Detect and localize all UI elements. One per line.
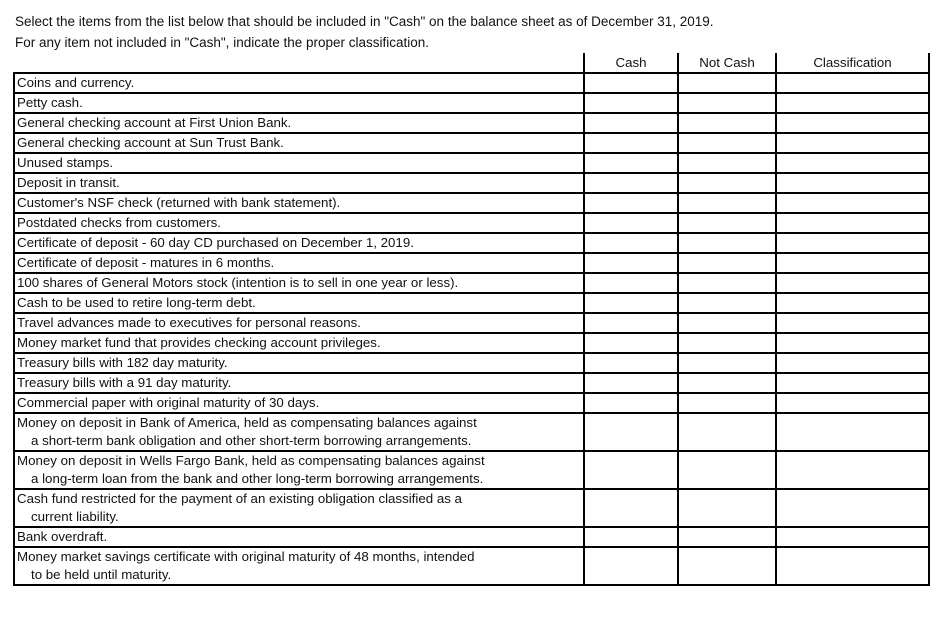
item-description	[14, 153, 584, 173]
cash-cell[interactable]	[584, 73, 678, 93]
table-row	[14, 353, 929, 373]
table-row	[14, 547, 929, 585]
item-description	[14, 393, 584, 413]
item-line-1: Money on deposit in Wells Fargo Bank, held as compensating balances against	[17, 453, 485, 468]
item-line-1: Bank overdraft.	[17, 529, 108, 544]
cash-cell[interactable]	[584, 313, 678, 333]
item-line-1: General checking account at First Union Bank.	[17, 115, 292, 130]
item-line-1: Unused stamps.	[17, 155, 114, 170]
table-row	[14, 333, 929, 353]
item-description	[14, 313, 584, 333]
not-cash-cell[interactable]	[678, 213, 776, 233]
not-cash-cell[interactable]	[678, 93, 776, 113]
cash-cell[interactable]	[584, 153, 678, 173]
classification-table	[13, 53, 930, 586]
not-cash-cell[interactable]	[678, 413, 776, 451]
item-line-1: Cash fund restricted for the payment of an existing obligation classified as a	[17, 491, 462, 506]
item-description	[14, 293, 584, 313]
not-cash-cell[interactable]	[678, 253, 776, 273]
item-line-2: to be held until maturity.	[31, 567, 172, 582]
classification-cell[interactable]	[776, 489, 929, 527]
classification-cell[interactable]	[776, 547, 929, 585]
classification-cell[interactable]	[776, 451, 929, 489]
cash-cell[interactable]	[584, 273, 678, 293]
cash-cell[interactable]	[584, 193, 678, 213]
cash-cell[interactable]	[584, 527, 678, 547]
classification-cell[interactable]	[776, 373, 929, 393]
not-cash-cell[interactable]	[678, 451, 776, 489]
table-row	[14, 273, 929, 293]
cash-cell[interactable]	[584, 113, 678, 133]
classification-cell[interactable]	[776, 393, 929, 413]
classification-cell[interactable]	[776, 113, 929, 133]
cash-cell[interactable]	[584, 333, 678, 353]
cash-cell[interactable]	[584, 233, 678, 253]
item-description	[14, 233, 584, 253]
classification-cell[interactable]	[776, 333, 929, 353]
cash-cell[interactable]	[584, 489, 678, 527]
item-line-1: Deposit in transit.	[17, 175, 120, 190]
item-line-1: Travel advances made to executives for personal reasons.	[17, 315, 361, 330]
table-row	[14, 233, 929, 253]
item-description	[14, 133, 584, 153]
cash-cell[interactable]	[584, 173, 678, 193]
table-row	[14, 73, 929, 93]
cash-cell[interactable]	[584, 293, 678, 313]
item-line-1: General checking account at Sun Trust Bank.	[17, 135, 284, 150]
item-description	[14, 451, 584, 489]
cash-cell[interactable]	[584, 547, 678, 585]
classification-cell[interactable]	[776, 413, 929, 451]
not-cash-cell[interactable]	[678, 133, 776, 153]
table-row	[14, 173, 929, 193]
not-cash-cell[interactable]	[678, 293, 776, 313]
not-cash-cell[interactable]	[678, 353, 776, 373]
item-line-1: Petty cash.	[17, 95, 83, 110]
not-cash-cell[interactable]	[678, 373, 776, 393]
not-cash-cell[interactable]	[678, 333, 776, 353]
not-cash-cell[interactable]	[678, 273, 776, 293]
item-line-1: Money market savings certificate with original maturity of 48 months, intended	[17, 549, 475, 564]
table-row	[14, 413, 929, 451]
item-line-2: a long-term loan from the bank and other long-term borrowing arrangements.	[31, 471, 484, 486]
item-line-1: 100 shares of General Motors stock (intention is to sell in one year or less).	[17, 275, 459, 290]
table-row	[14, 373, 929, 393]
item-line-1: Money market fund that provides checking account privileges.	[17, 335, 381, 350]
item-description	[14, 527, 584, 547]
cash-cell[interactable]	[584, 213, 678, 233]
table-row	[14, 213, 929, 233]
table-row	[14, 451, 929, 489]
item-description	[14, 173, 584, 193]
table-row	[14, 313, 929, 333]
not-cash-cell[interactable]	[678, 73, 776, 93]
not-cash-cell[interactable]	[678, 393, 776, 413]
item-description	[14, 353, 584, 373]
not-cash-cell[interactable]	[678, 153, 776, 173]
table-row	[14, 527, 929, 547]
item-description	[14, 373, 584, 393]
classification-header: Classification	[776, 53, 929, 73]
item-description	[14, 253, 584, 273]
item-line-1: Certificate of deposit - 60 day CD purchased on December 1, 2019.	[17, 235, 414, 250]
classification-cell[interactable]	[776, 293, 929, 313]
classification-cell[interactable]	[776, 73, 929, 93]
cash-cell[interactable]	[584, 413, 678, 451]
item-line-1: Treasury bills with a 91 day maturity.	[17, 375, 232, 390]
item-description	[14, 413, 584, 451]
classification-cell[interactable]	[776, 133, 929, 153]
item-description	[14, 213, 584, 233]
item-line-1: Cash to be used to retire long-term debt.	[17, 295, 256, 310]
table-row	[14, 193, 929, 213]
item-description	[14, 489, 584, 527]
table-row	[14, 153, 929, 173]
instruction-line-1: Select the items from the list below that should be included in "Cash" on the balance sheet as of December 31, 2019.	[15, 14, 714, 29]
table-row	[14, 93, 929, 113]
classification-cell[interactable]	[776, 93, 929, 113]
cash-cell[interactable]	[584, 253, 678, 273]
item-line-1: Customer's NSF check (returned with bank statement).	[17, 195, 341, 210]
item-line-1: Treasury bills with 182 day maturity.	[17, 355, 228, 370]
item-description	[14, 273, 584, 293]
cash-cell[interactable]	[584, 353, 678, 373]
not-cash-cell[interactable]	[678, 547, 776, 585]
cash-cell[interactable]	[584, 451, 678, 489]
item-description	[14, 547, 584, 585]
not-cash-cell[interactable]	[678, 313, 776, 333]
not-cash-header: Not Cash	[678, 53, 776, 73]
item-line-1: Money on deposit in Bank of America, held as compensating balances against	[17, 415, 477, 430]
item-line-2: current liability.	[31, 509, 119, 524]
classification-cell[interactable]	[776, 353, 929, 373]
cash-cell[interactable]	[584, 393, 678, 413]
item-line-1: Postdated checks from customers.	[17, 215, 221, 230]
classification-cell[interactable]	[776, 153, 929, 173]
not-cash-cell[interactable]	[678, 113, 776, 133]
not-cash-cell[interactable]	[678, 193, 776, 213]
item-line-1: Commercial paper with original maturity of 30 days.	[17, 395, 320, 410]
classification-cell[interactable]	[776, 253, 929, 273]
classification-cell[interactable]	[776, 173, 929, 193]
item-description	[14, 93, 584, 113]
cash-cell[interactable]	[584, 373, 678, 393]
table-row	[14, 489, 929, 527]
not-cash-cell[interactable]	[678, 233, 776, 253]
item-line-2: a short-term bank obligation and other short-term borrowing arrangements.	[31, 433, 472, 448]
item-line-1: Coins and currency.	[17, 75, 135, 90]
not-cash-cell[interactable]	[678, 489, 776, 527]
table-row	[14, 293, 929, 313]
item-description	[14, 333, 584, 353]
item-description	[14, 73, 584, 93]
item-header	[14, 53, 584, 73]
not-cash-cell[interactable]	[678, 173, 776, 193]
not-cash-cell[interactable]	[678, 527, 776, 547]
classification-cell[interactable]	[776, 193, 929, 213]
instruction-line-2: For any item not included in "Cash", indicate the proper classification.	[15, 35, 430, 50]
cash-cell[interactable]	[584, 133, 678, 153]
table-row	[14, 393, 929, 413]
table-row	[14, 133, 929, 153]
item-description	[14, 113, 584, 133]
classification-cell[interactable]	[776, 213, 929, 233]
cash-cell[interactable]	[584, 93, 678, 113]
item-description	[14, 193, 584, 213]
classification-cell[interactable]	[776, 233, 929, 253]
classification-cell[interactable]	[776, 313, 929, 333]
table-row	[14, 253, 929, 273]
classification-cell[interactable]	[776, 527, 929, 547]
table-row	[14, 113, 929, 133]
cash-header: Cash	[584, 53, 678, 73]
classification-cell[interactable]	[776, 273, 929, 293]
item-line-1: Certificate of deposit - matures in 6 months.	[17, 255, 275, 270]
header-row	[14, 53, 929, 73]
